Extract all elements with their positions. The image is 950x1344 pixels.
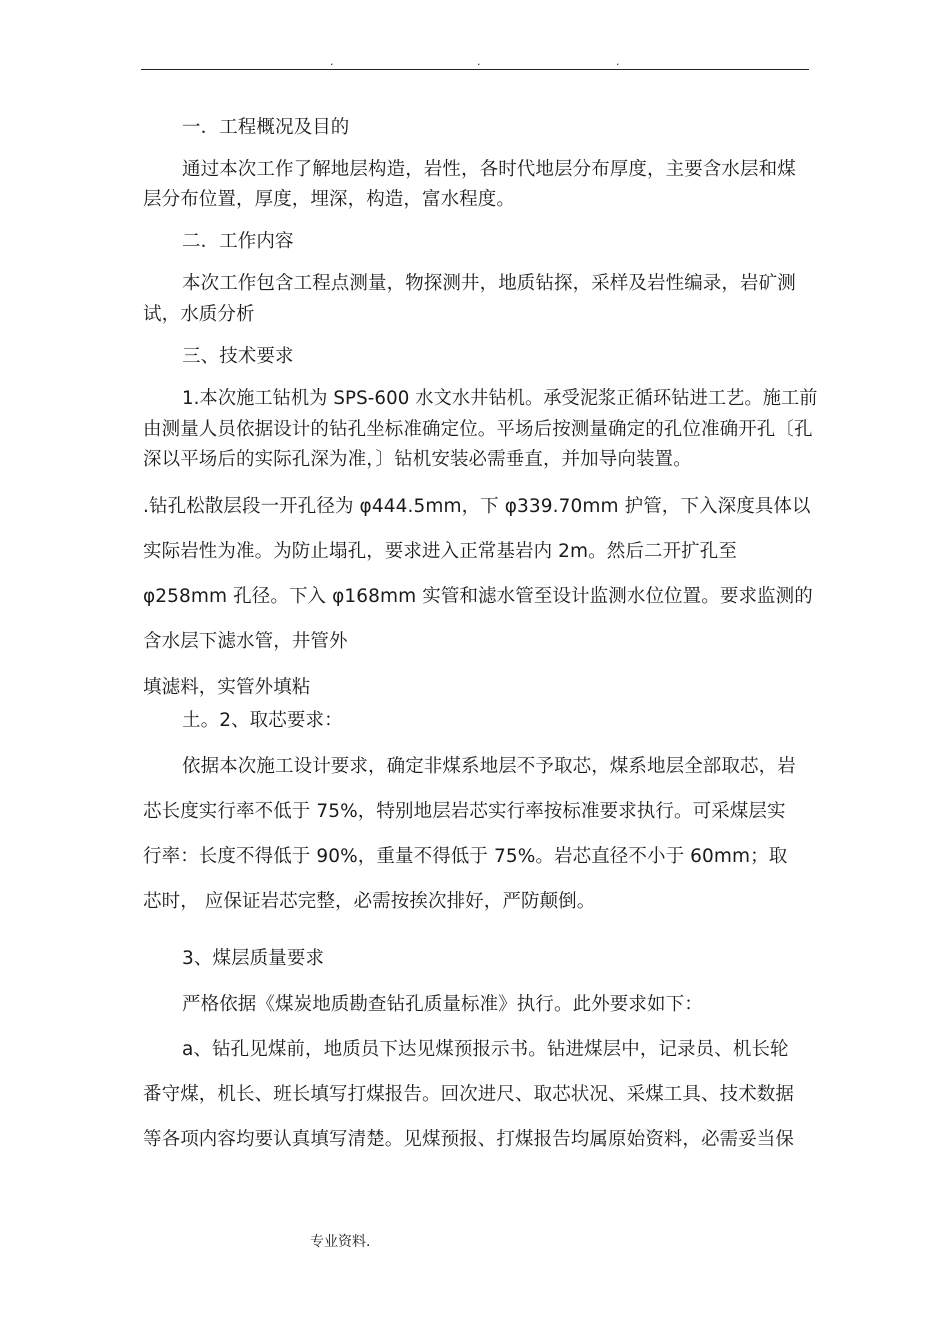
paragraph-line: φ258mm 孔径。下入 φ168mm 实管和滤水管至设计监测水位位置。要求监测的 — [143, 586, 813, 607]
paragraph-line: 严格依据《煤炭地质勘查钻孔质量标准》执行。此外要求如下： — [182, 994, 703, 1015]
header-dot: . — [616, 55, 620, 68]
paragraph-line: 芯长度实行率不低于 75%，特别地层岩芯实行率按标准要求执行。可采煤层实 — [143, 801, 786, 822]
section-heading: 三、技术要求 — [182, 346, 294, 367]
paragraph-line: 本次工作包含工程点测量，物探测井，地质钻探，采样及岩性编录，岩矿测 — [182, 273, 796, 294]
section-heading: 土。2、取芯要求： — [182, 710, 343, 731]
paragraph-line: 依据本次施工设计要求，确定非煤系地层不予取芯，煤系地层全部取芯，岩 — [182, 756, 796, 777]
section-heading: 二．工作内容 — [182, 231, 294, 252]
header-dot: . — [330, 55, 334, 68]
paragraph-line: 填滤料，实管外填粘 — [143, 677, 311, 698]
paragraph-line: 芯时， 应保证岩芯完整，必需按挨次排好，严防颠倒。 — [143, 891, 596, 912]
section-heading: 一．工程概况及目的 — [182, 117, 350, 138]
paragraph-line: 等各项内容均要认真填写清楚。见煤预报、打煤报告均属原始资料，必需妥当保 — [143, 1129, 795, 1150]
paragraph-line: 试，水质分析 — [143, 304, 255, 325]
paragraph-line: 1.本次施工钻机为 SPS-600 水文水井钻机。承受泥浆正循环钻进工艺。施工前 — [182, 388, 818, 409]
paragraph-line: 番守煤，机长、班长填写打煤报告。回次进尺、取芯状况、采煤工具、技术数据 — [143, 1084, 795, 1105]
paragraph-line: 深以平场后的实际孔深为准，〕钻机安装必需垂直，并加导向装置。 — [143, 449, 692, 470]
paragraph-line: 含水层下滤水管，井管外 — [143, 631, 348, 652]
paragraph-line: 由测量人员依据设计的钻孔坐标准确定位。平场后按测量确定的孔位准确开孔〔孔 — [143, 419, 813, 440]
paragraph-line: a、钻孔见煤前，地质员下达见煤预报示书。钻进煤层中，记录员、机长轮 — [182, 1039, 789, 1060]
page-footer: 专业资料. — [310, 1234, 371, 1250]
header-dot: . — [477, 55, 481, 68]
header-rule — [141, 69, 809, 70]
paragraph-line: .钻孔松散层段一开孔径为 φ444.5mm，下 φ339.70mm 护管，下入深度具体以 — [143, 496, 811, 517]
paragraph-line: 通过本次工作了解地层构造，岩性，各时代地层分布厚度，主要含水层和煤 — [182, 159, 796, 180]
paragraph-line: 实际岩性为准。为防止塌孔，要求进入正常基岩内 2m。然后二开扩孔至 — [143, 541, 737, 562]
paragraph-line: 行率：长度不得低于 90%，重量不得低于 75%。岩芯直径不小于 60mm；取 — [143, 846, 788, 867]
section-heading: 3、煤层质量要求 — [182, 948, 325, 969]
paragraph-line: 层分布位置，厚度，埋深，构造，富水程度。 — [143, 189, 516, 210]
